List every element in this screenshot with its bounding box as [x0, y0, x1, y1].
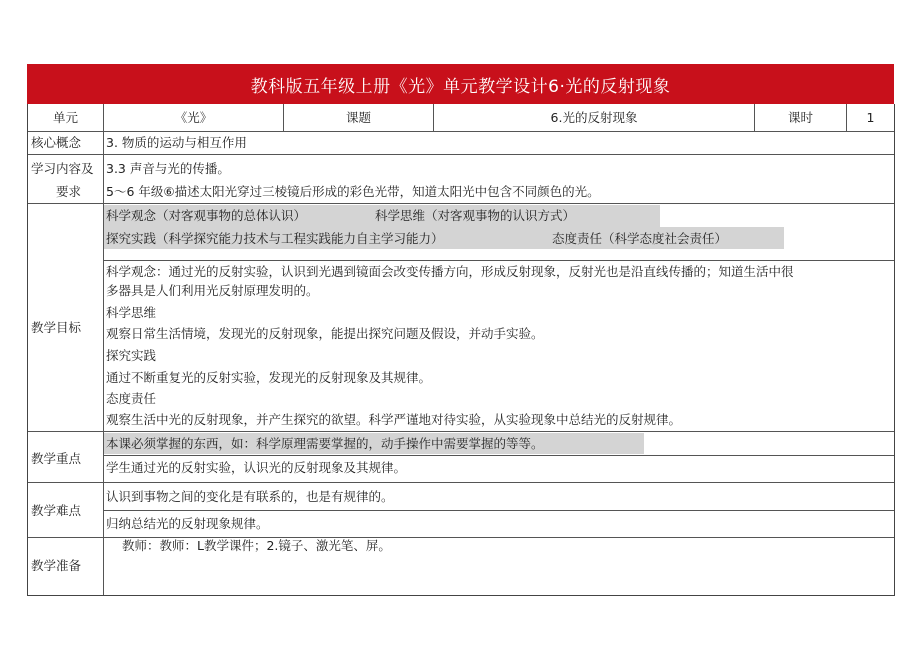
learning-content-line: 3.3 声音与光的传播。 [106, 161, 230, 176]
objective-text: 观察生活中光的反射现象，并产生探究的欲望。科学严谨地对待实验，从实验现象中总结光的反射规律。 [106, 412, 682, 427]
key-points-guide: 本课必须掌握的东西，如：科学原理需要掌握的，动手操作中需要掌握的等等。 [106, 436, 544, 451]
objective-text: 通过不断重复光的反射实验，发现光的反射现象及其规律。 [106, 370, 432, 385]
difficulties-text: 归纳总结光的反射现象规律。 [106, 516, 269, 531]
objective-text: 科学观念：通过光的反射实验，认识到光遇到镜面会改变传播方向，形成反射现象，反射光也是沿直线传播的；知道生活中很 [106, 264, 794, 279]
period-label: 课时 [787, 110, 813, 125]
lesson-value: 6.光的反射现象 [550, 110, 638, 125]
learning-content-label: 学习内容及 [31, 161, 94, 176]
objective-dimension: 科学观念（对客观事物的总体认识） [106, 208, 307, 223]
learning-content-label-2: 要求 [56, 184, 82, 199]
row-divider [28, 131, 894, 132]
objectives-label: 教学目标 [31, 320, 82, 335]
unit-value: 《光》 [174, 110, 213, 125]
objective-text: 观察日常生活情境，发现光的反射现象，能提出探究问题及假设，并动手实验。 [106, 326, 544, 341]
objective-heading: 态度责任 [106, 391, 157, 406]
objective-heading: 探究实践 [106, 348, 157, 363]
difficulties-text: 认识到事物之间的变化是有联系的，也是有规律的。 [106, 489, 394, 504]
period-value: 1 [866, 110, 875, 125]
preparation-label: 教学准备 [31, 558, 82, 573]
page-title: 教科版五年级上册《光》单元教学设计6·光的反射现象 [250, 76, 671, 97]
row-divider [28, 203, 894, 204]
row-divider [28, 482, 894, 483]
row-divider [103, 510, 894, 511]
row-divider [28, 431, 894, 432]
objective-dimension: 态度责任（科学态度社会责任） [552, 231, 728, 246]
row-divider [103, 455, 894, 456]
key-points-text: 学生通过光的反射实验，认识光的反射现象及其规律。 [106, 460, 407, 475]
learning-content-line: 5～6 年级⑥描述太阳光穿过三棱镜后形成的彩色光带，知道太阳光中包含不同颜色的光。 [106, 184, 600, 199]
core-concept-value: 3. 物质的运动与相互作用 [106, 135, 247, 150]
objective-dimension: 科学思维（对客观事物的认识方式） [375, 208, 576, 223]
preparation-text: 教师：教师：L教学课件；2.镜子、激光笔、屏。 [122, 538, 391, 553]
objective-text: 多器具是人们利用光反射原理发明的。 [106, 283, 319, 298]
core-concept-label: 核心概念 [31, 135, 82, 150]
column-divider [103, 104, 104, 595]
title-banner [27, 64, 894, 104]
lesson-plan-table [27, 104, 895, 596]
key-points-label: 教学重点 [31, 451, 82, 466]
lesson-label: 课题 [345, 110, 371, 125]
row-divider [103, 260, 894, 261]
objective-dimension: 探究实践（科学探究能力技术与工程实践能力自主学习能力） [106, 231, 444, 246]
unit-label: 单元 [52, 110, 78, 125]
objective-heading: 科学思维 [106, 305, 157, 320]
row-divider [28, 154, 894, 155]
difficulties-label: 教学难点 [31, 503, 82, 518]
